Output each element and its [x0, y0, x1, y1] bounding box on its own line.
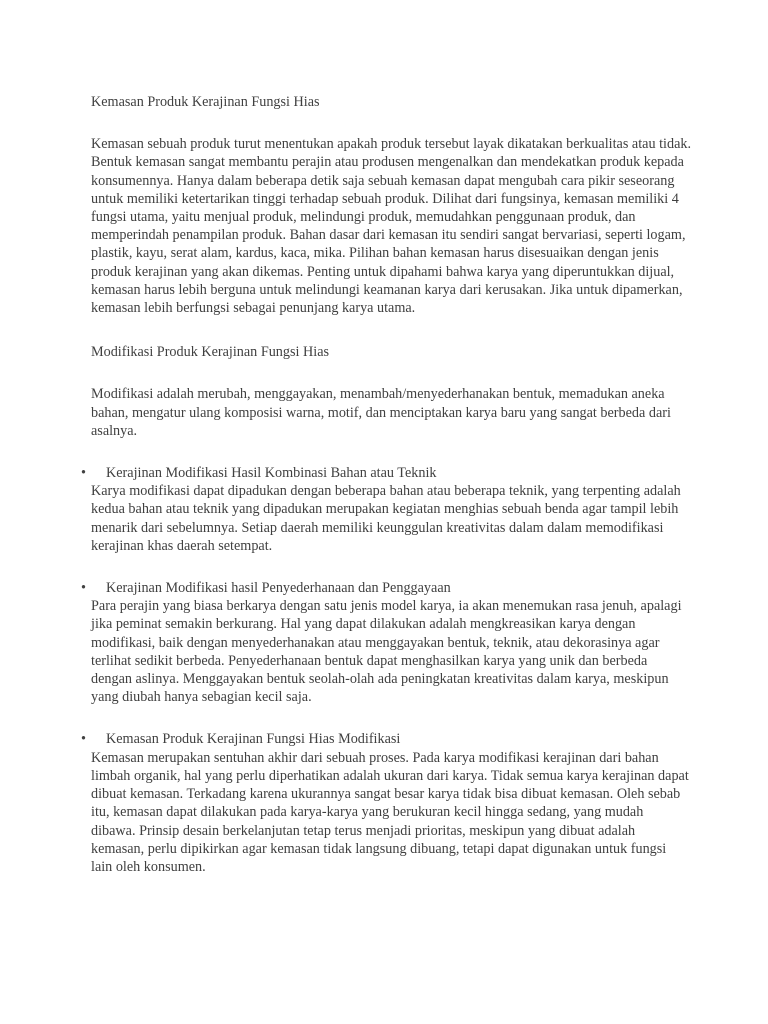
- bullet-heading: Kemasan Produk Kerajinan Fungsi Hias Modifikasi: [106, 731, 401, 748]
- bullet-heading-row: [81, 730, 691, 748]
- bullet-body: Para perajin yang biasa berkarya dengan satu jenis model karya, ia akan menemukan rasa jenuh, apalagi jika peminat semakin berkurang. Hal yang dapat dilakukan adalah mengkreasikan karya dengan modifikasi, baik dengan menyederhanakan atau menggayakan bentuk, teknik, atau dekorasinya agar terlihat sedikit berbeda. Penyederhanaan bentuk dapat menghasilkan karya yang unik dan berbeda dengan aslinya. Menggayakan bentuk seolah-olah ada peningkatan kreativitas dalam karya, meskipun yang diubah hanya sebagian kecil saja.: [91, 598, 682, 706]
- bullet-body: Kemasan merupakan sentuhan akhir dari sebuah proses. Pada karya modifikasi kerajinan dari bahan limbah organik, hal yang perlu diperhatikan adalah ukuran dari karya. Tidak semua karya kerajinan dapat dibuat kemasan. Terkadang karena ukurannya sangat besar karya tidak bisa dibuat kemasan. Oleh sebab itu, kemasan dapat dilakukan pada karya-karya yang berukuran kecil hingga sedang, yang mudah dibawa. Prinsip desain berkelanjutan tetap terus menjadi prioritas, meskipun yang dibuat adalah kemasan, perlu dipikirkan agar kemasan tidak langsung dibuang, tetapi dapat digunakan untuk fungsi lain oleh konsumen.: [91, 749, 689, 875]
- bullet-heading: Kerajinan Modifikasi Hasil Kombinasi Bahan atau Teknik: [106, 465, 437, 482]
- section-title-kemasan: Kemasan Produk Kerajinan Fungsi Hias: [91, 94, 320, 110]
- bullet-item-penyederhanaan: [81, 579, 691, 706]
- paragraph-modifikasi: Modifikasi adalah merubah, menggayakan, menambah/menyederhanakan bentuk, memadukan aneka bahan, mengatur ulang komposisi warna, motif, dan menciptakan karya baru yang sangat berbeda dari asalnya.: [91, 386, 671, 439]
- spacer: [91, 555, 691, 579]
- spacer: [91, 317, 691, 343]
- bullet-icon: •: [81, 465, 86, 482]
- paragraph-kemasan: Kemasan sebuah produk turut menentukan apakah produk tersebut layak dikatakan berkualitas atau tidak. Bentuk kemasan sangat membantu perajin atau produsen mengenalkan dan mendekatkan produk kepada konsumennya. Hanya dalam beberapa detik saja sebuah kemasan dapat mengubah cara pikir seseorang untuk memiliki ketertarikan tinggi terhadap sebuah produk. Dilihat dari fungsinya, kemasan memiliki 4 fungsi utama, yaitu menjual produk, melindungi produk, memudahkan penggunaan produk, dan memperindah penampilan produk. Bahan dasar dari kemasan itu sendiri sangat bervariasi, seperti logam, plastik, kayu, serat alam, kardus, kaca, mika. Pilihan bahan kemasan harus disesuaikan dengan jenis produk kerajinan yang akan dikemas. Penting untuk dipahami bahwa karya yang diperuntukkan dijual, kemasan harus lebih berguna untuk melindungi keamanan karya dari kerusakan. Jika untuk dipamerkan, kemasan lebih berfungsi sebagai penunjang karya utama.: [91, 136, 692, 317]
- section-title-modifikasi: Modifikasi Produk Kerajinan Fungsi Hias: [91, 344, 330, 361]
- bullet-body: Karya modifikasi dapat dipadukan dengan beberapa bahan atau beberapa teknik, yang terpenting adalah kedua bahan atau teknik yang dipadukan merupakan kegiatan menghias sebuah benda agar tampil lebih menarik dari sebelumnya. Setiap daerah memiliki keunggulan kreativitas dalam dalam memodifikasi kerajinan khas daerah setempat.: [91, 483, 681, 554]
- bullet-heading: Kerajinan Modifikasi hasil Penyederhanaan dan Penggayaan: [106, 580, 451, 597]
- document-page: [81, 93, 692, 876]
- spacer: [91, 706, 691, 730]
- bullet-item-kombinasi: [81, 464, 691, 555]
- bullet-icon: •: [81, 580, 86, 597]
- bullet-item-kemasan-modifikasi: [81, 730, 691, 876]
- spacer: [91, 361, 691, 385]
- bullet-heading-row: [81, 464, 691, 482]
- spacer: [91, 111, 691, 135]
- bullet-icon: •: [81, 731, 86, 748]
- spacer: [91, 440, 691, 464]
- bullet-heading-row: [81, 579, 691, 597]
